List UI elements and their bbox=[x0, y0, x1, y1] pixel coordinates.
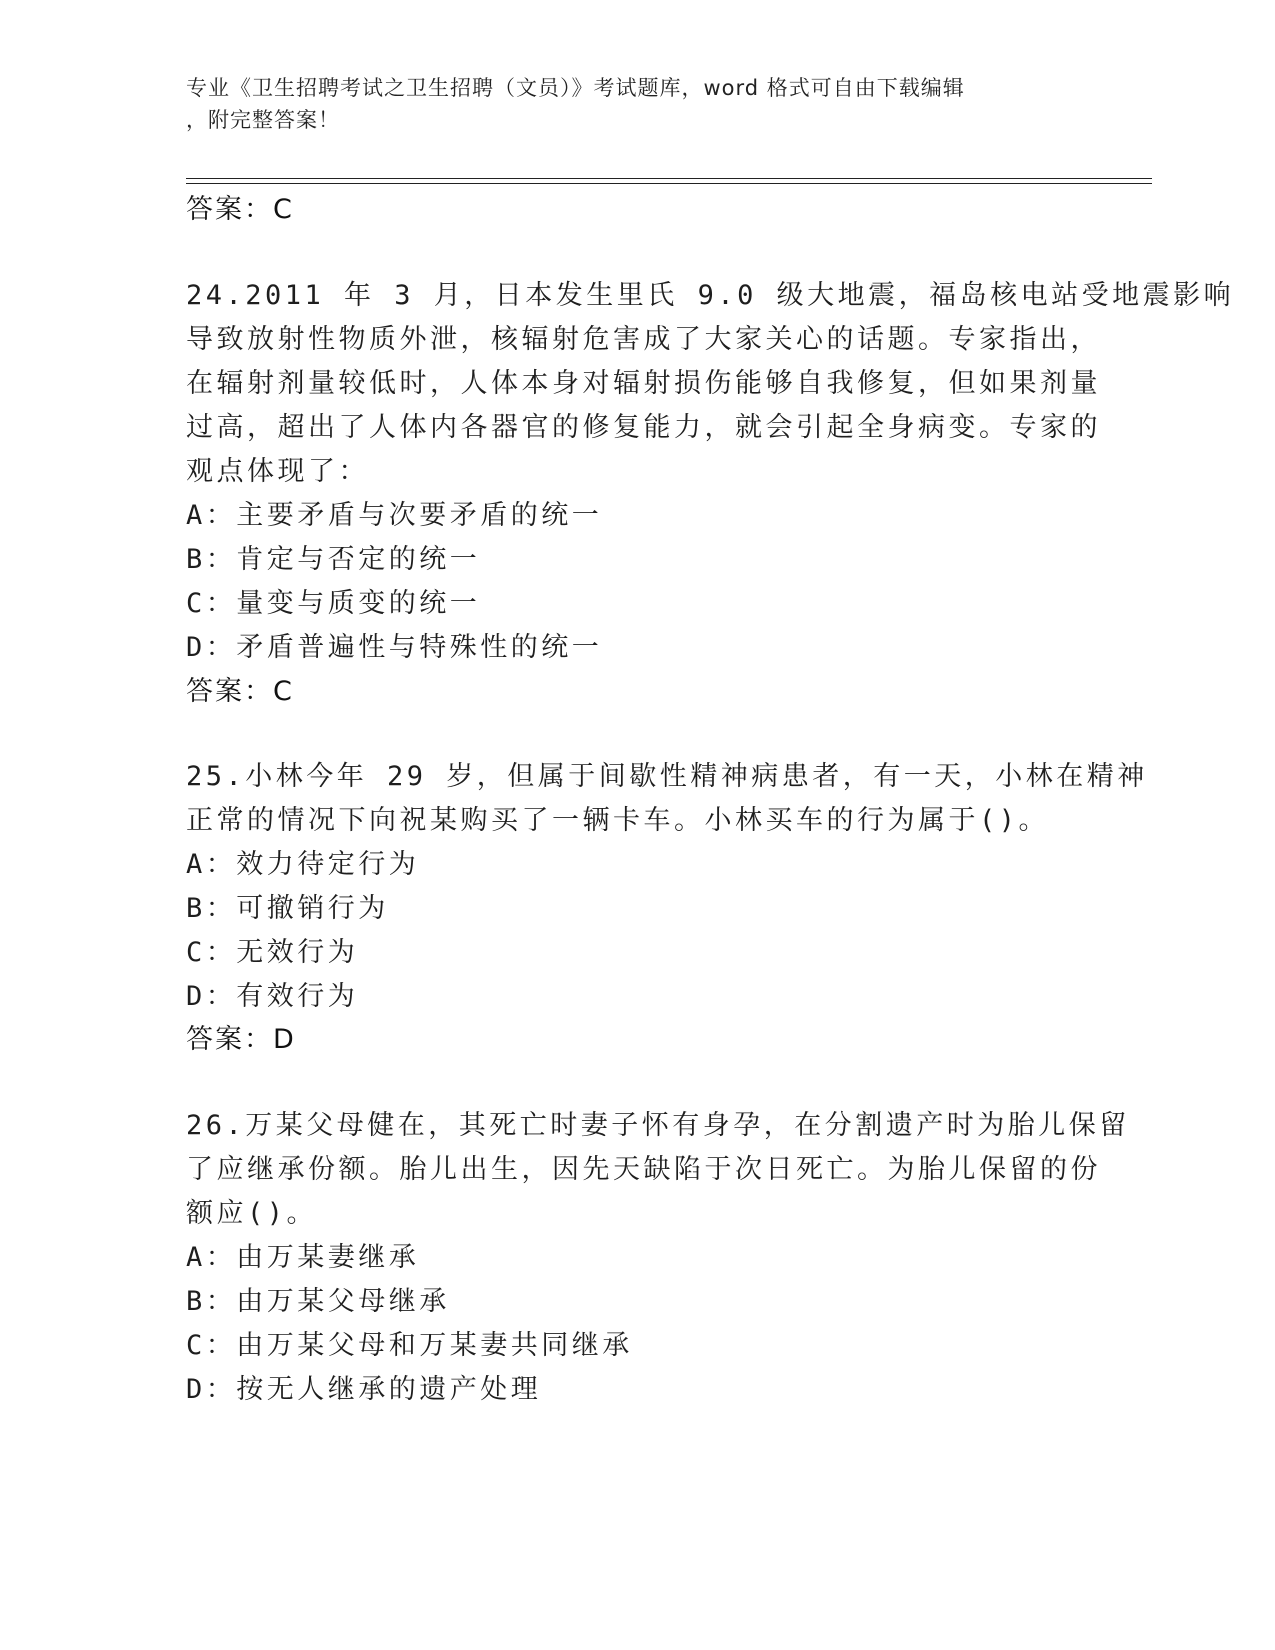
header-line-1: 专业《卫生招聘考试之卫生招聘（文员）》考试题库，word 格式可自由下载编辑 bbox=[186, 76, 965, 100]
document-header bbox=[186, 72, 1066, 136]
question-26-line-1: 26.万某父母健在，其死亡时妻子怀有身孕，在分割遗产时为胎儿保留 bbox=[186, 1110, 1130, 1141]
question-24-option-a: A：主要矛盾与次要矛盾的统一 bbox=[186, 500, 603, 531]
question-24-line-1: 24.2011 年 3 月，日本发生里氏 9.0 级大地震，福岛核电站受地震影响 bbox=[186, 280, 1235, 311]
question-26-option-b: B：由万某父母继承 bbox=[186, 1286, 450, 1317]
question-24-option-d: D：矛盾普遍性与特殊性的统一 bbox=[186, 632, 603, 663]
question-25-line-1: 25.小林今年 29 岁，但属于间歇性精神病患者，有一天，小林在精神 bbox=[186, 761, 1148, 792]
question-24-line-5: 观点体现了： bbox=[186, 456, 369, 487]
question-24-option-b: B：肯定与否定的统一 bbox=[186, 544, 481, 575]
header-divider-top bbox=[186, 178, 1152, 179]
question-26-line-3: 额应()。 bbox=[186, 1198, 318, 1229]
question-25-answer: 答案：D bbox=[186, 1024, 296, 1055]
question-25-option-b: B：可撤销行为 bbox=[186, 893, 389, 924]
question-26-option-c: C：由万某父母和万某妻共同继承 bbox=[186, 1330, 633, 1361]
header-divider-bottom bbox=[186, 183, 1152, 184]
question-25-option-d: D：有效行为 bbox=[186, 981, 359, 1012]
question-26-option-d: D：按无人继承的遗产处理 bbox=[186, 1374, 542, 1405]
question-24-line-4: 过高，超出了人体内各器官的修复能力，就会引起全身病变。专家的 bbox=[186, 412, 1101, 443]
previous-answer: 答案：C bbox=[186, 194, 294, 225]
question-24-option-c: C：量变与质变的统一 bbox=[186, 588, 481, 619]
question-24-answer: 答案：C bbox=[186, 676, 294, 707]
question-24-line-2: 导致放射性物质外泄，核辐射危害成了大家关心的话题。专家指出， bbox=[186, 324, 1101, 355]
question-24-line-3: 在辐射剂量较低时，人体本身对辐射损伤能够自我修复，但如果剂量 bbox=[186, 368, 1101, 399]
question-26-option-a: A：由万某妻继承 bbox=[186, 1242, 420, 1273]
question-26-line-2: 了应继承份额。胎儿出生，因先天缺陷于次日死亡。为胎儿保留的份 bbox=[186, 1154, 1101, 1185]
header-line-2: ，附完整答案！ bbox=[186, 108, 340, 132]
question-25-line-2: 正常的情况下向祝某购买了一辆卡车。小林买车的行为属于()。 bbox=[186, 805, 1050, 836]
question-25-option-c: C：无效行为 bbox=[186, 937, 359, 968]
question-25-option-a: A：效力待定行为 bbox=[186, 849, 420, 880]
